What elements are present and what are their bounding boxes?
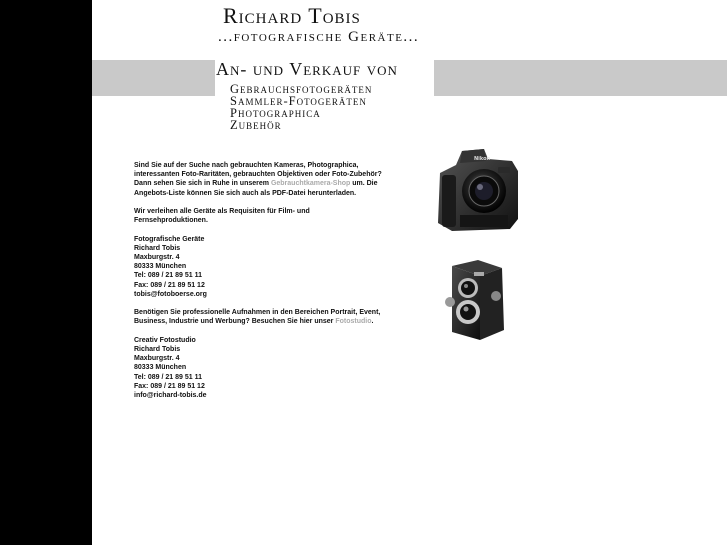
category-item: Sammler-Fotogeräten xyxy=(230,94,367,108)
nikon-slr-camera-photo xyxy=(432,145,524,237)
rental-paragraph: Wir verleihen alle Geräte als Requisiten für Film- und Fernsehproduktionen. xyxy=(134,208,310,225)
intro-text-end: um. Die Angebots-Liste können Sie sich auch als PDF-Datei herunterladen. xyxy=(134,180,378,197)
studio-link[interactable]: Fotostudio xyxy=(335,318,372,326)
address-street: Maxburgstr. 4 xyxy=(134,355,180,363)
header-band-left xyxy=(92,60,215,96)
category-list xyxy=(230,83,372,131)
address-fax: Fax: 089 / 21 89 51 12 xyxy=(134,382,205,390)
left-black-bar xyxy=(0,0,92,545)
address-email: tobis@fotoboerse.org xyxy=(134,290,207,298)
svg-text:Nikon: Nikon xyxy=(474,156,491,162)
address-block-shop xyxy=(134,235,384,299)
address-tel: Tel: 089 / 21 89 51 11 xyxy=(134,373,202,381)
studio-paragraph xyxy=(134,308,384,326)
main-content xyxy=(134,161,384,409)
address-tel: Tel: 089 / 21 89 51 11 xyxy=(134,272,202,280)
site-title: Richard Tobis xyxy=(223,3,361,28)
shop-link[interactable]: Gebrauchtkamera-Shop xyxy=(270,180,351,188)
address-city: 80333 München xyxy=(134,263,187,271)
intro-paragraph xyxy=(134,161,384,198)
address-fax: Fax: 089 / 21 89 51 12 xyxy=(134,281,205,289)
address-person: Richard Tobis xyxy=(134,346,181,353)
address-email: info@richard-tobis.de xyxy=(134,392,207,400)
rollei-twin-lens-camera-photo xyxy=(438,256,512,344)
address-street: Maxburgstr. 4 xyxy=(134,254,180,261)
address-name: Fotografische Geräte xyxy=(134,235,205,243)
intro-text: Sind Sie auf der Suche nach gebrauchten Kameras, Photographica, interessanten Foto-Raritäten, gebrauchten Objektiven oder Foto-Zubehör? Dann sehen Sie sich in Ruhe in unserem xyxy=(134,162,382,188)
address-person: Richard Tobis xyxy=(134,244,181,252)
header-band-right xyxy=(434,60,727,96)
category-item: Zubehör xyxy=(230,118,282,132)
address-city: 80333 München xyxy=(134,364,187,372)
site-subtitle: ...fotografische Geräte... xyxy=(218,29,420,45)
address-name: Creativ Fotostudio xyxy=(134,336,196,344)
section-heading: An- und Verkauf von xyxy=(216,59,398,79)
category-item: Photographica xyxy=(230,106,321,120)
category-item: Gebrauchsfotogeräten xyxy=(230,82,373,96)
address-block-studio xyxy=(134,336,384,400)
studio-text: Benötigen Sie professionelle Aufnahmen in den Bereichen Portrait, Event, Business, Industrie und Werbung? Besuchen Sie hier unser xyxy=(134,309,381,326)
studio-text-end: . xyxy=(371,318,374,326)
